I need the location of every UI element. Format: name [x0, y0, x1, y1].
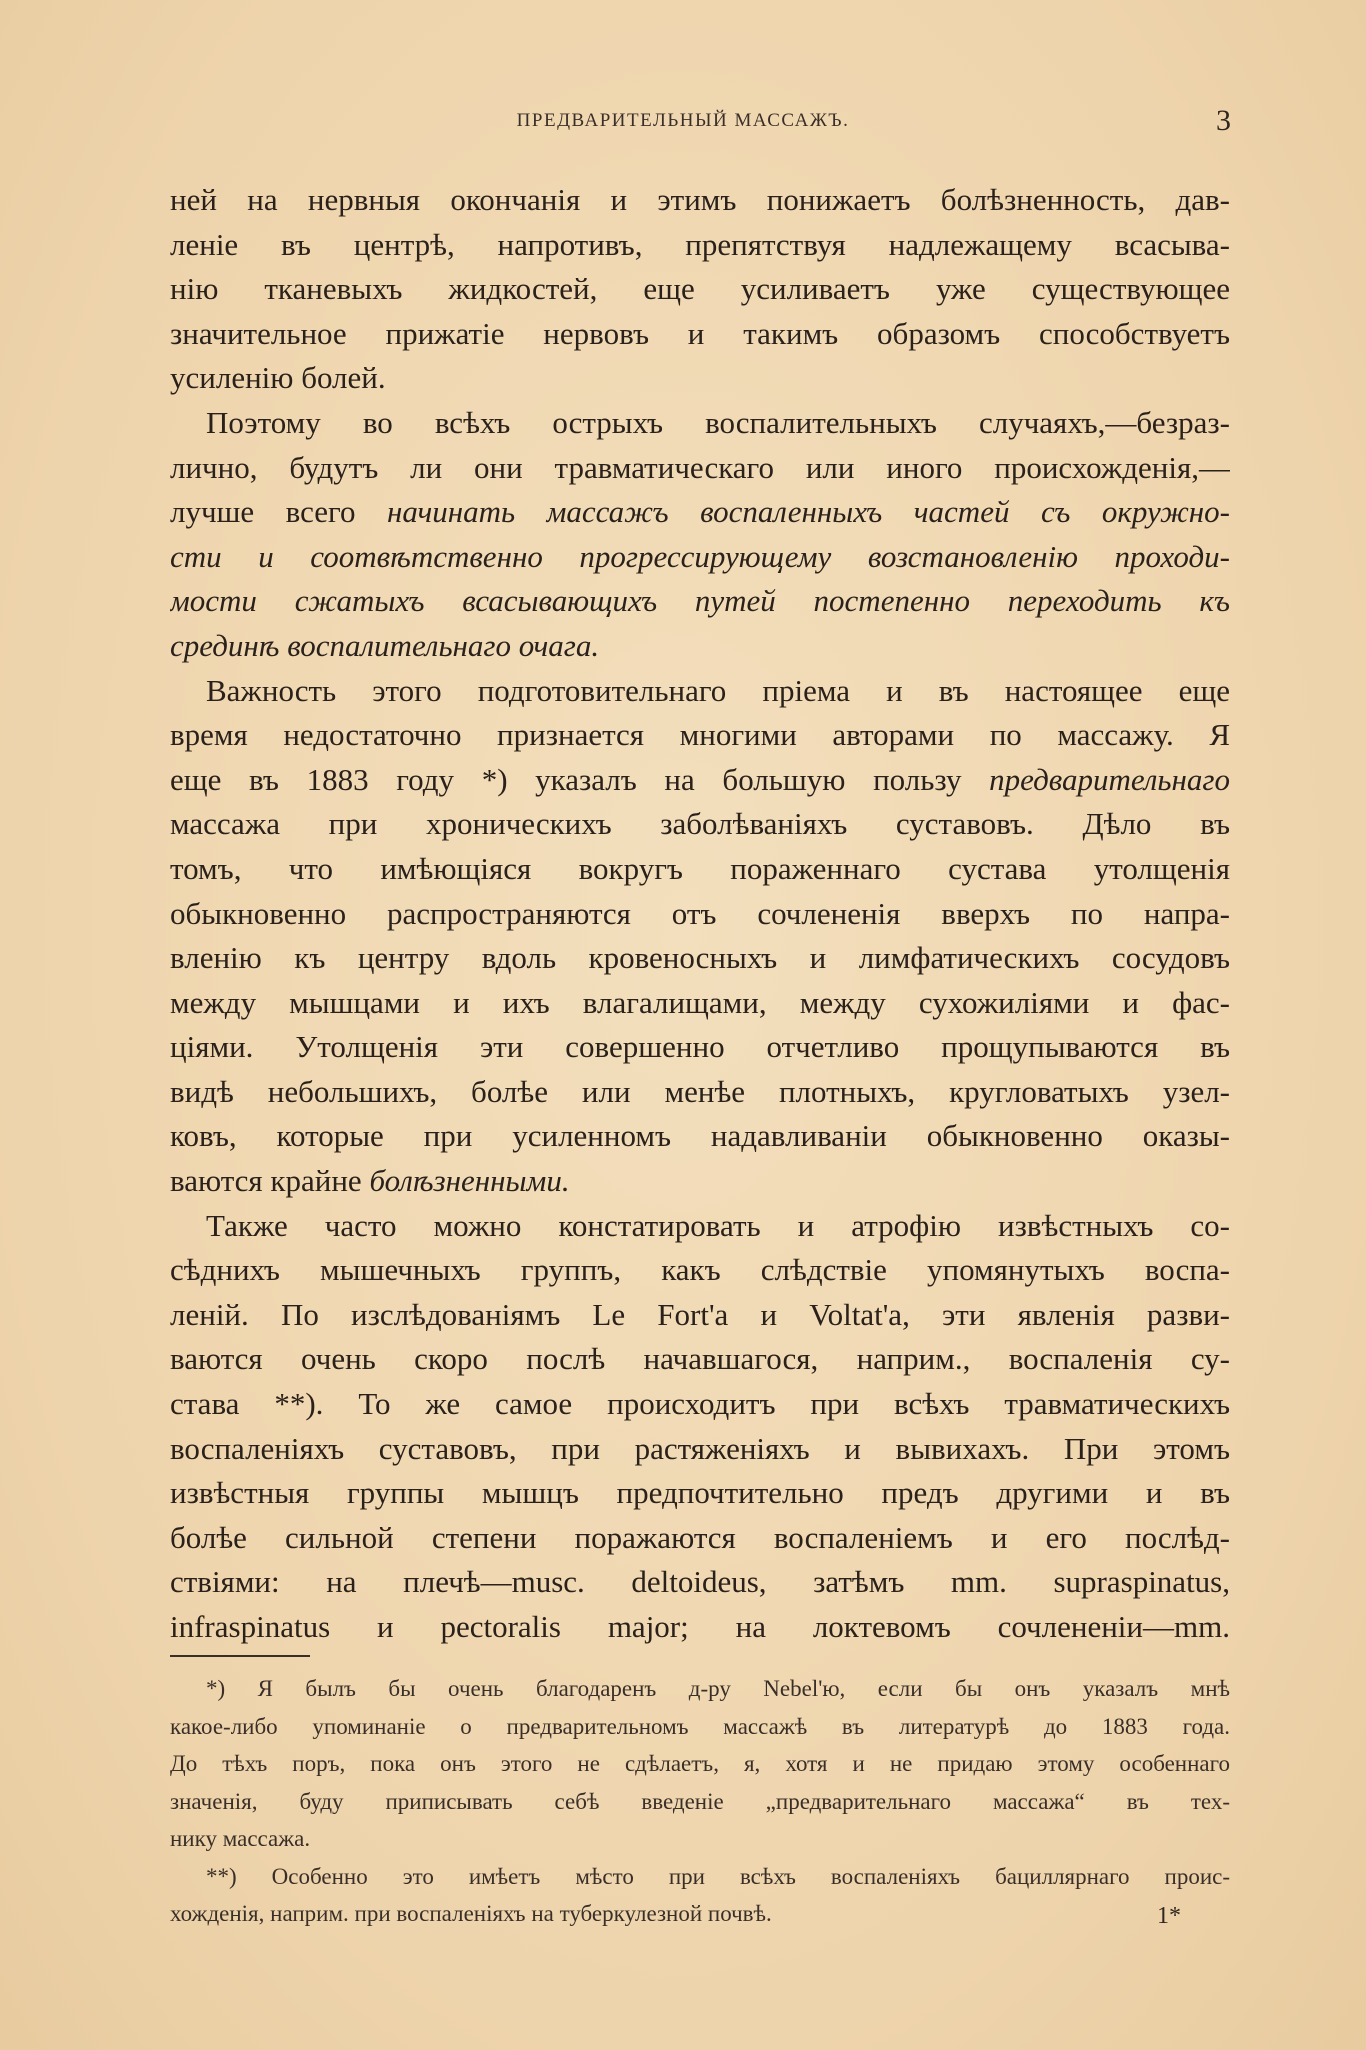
line-text: видѣ небольшихъ, болѣе или менѣе плотныхъ, кругловатыхъ узел- — [170, 1073, 1230, 1109]
line-text: Также часто можно констатировать и атрофію извѣстныхъ со- — [206, 1207, 1230, 1243]
line-text: усиленію болей. — [170, 360, 386, 396]
text-line — [170, 1159, 1230, 1204]
text-line — [170, 1070, 1230, 1115]
line-text: между мышцами и ихъ влагалищами, между сухожиліями и фас- — [170, 984, 1230, 1020]
line-text: лично, будутъ ли они травматическаго или иного происхожденія,— — [170, 449, 1230, 485]
emphasized-text: мости сжатыхъ всасывающихъ путей постепенно переходить къ — [170, 583, 1230, 619]
signature-mark: 1* — [1157, 1903, 1181, 1929]
footnote-line — [170, 1745, 1230, 1783]
line-text: значенія, буду приписывать себѣ введеніе „предварительнаго массажа“ въ тех- — [170, 1788, 1230, 1814]
body-text — [170, 178, 1230, 1650]
text-line — [170, 267, 1230, 312]
line-text: ціями. Утолщенія эти совершенно отчетливо прощупываются въ — [170, 1029, 1230, 1065]
line-text: леніе въ центрѣ, напротивъ, препятствуя надлежащему всасыва- — [170, 226, 1230, 262]
line-text: обыкновенно распространяются отъ сочлененія вверхъ по напра- — [170, 895, 1230, 931]
line-text: томъ, что имѣющіяся вокругъ пораженнаго сустава утолщенія — [170, 850, 1230, 886]
line-text: извѣстныя группы мышцъ предпочтительно предъ другими и въ — [170, 1475, 1230, 1511]
line-text: время недостаточно признается многими авторами по массажу. Я — [170, 717, 1230, 753]
text-line — [170, 223, 1230, 268]
footnote-line — [170, 1670, 1230, 1708]
line-text: infraspinatus и pectoralis major; на локтевомъ сочлененіи—mm. — [170, 1609, 1230, 1644]
emphasized-text: болѣзненными. — [369, 1163, 570, 1199]
text-line — [170, 1605, 1230, 1650]
text-line — [170, 1248, 1230, 1293]
text-line — [170, 490, 1230, 535]
text-line — [170, 401, 1230, 446]
text-line — [170, 1382, 1230, 1427]
line-text: Важность этого подготовительнаго пріема и въ настоящее еще — [206, 672, 1230, 708]
line-text: **) Особенно это имѣетъ мѣсто при всѣхъ воспаленіяхъ бациллярнаго проис- — [206, 1863, 1230, 1889]
text-line — [170, 847, 1230, 892]
text-line — [170, 1516, 1230, 1561]
text-line — [170, 1560, 1230, 1605]
text-line — [170, 356, 1230, 401]
text-line — [170, 981, 1230, 1026]
text-line — [170, 802, 1230, 847]
line-text: Поэтому во всѣхъ острыхъ воспалительныхъ случаяхъ,—безраз- — [206, 404, 1230, 440]
line-text: вленію къ центру вдоль кровеносныхъ и лимфатическихъ сосудовъ — [170, 940, 1230, 976]
line-text: воспаленіяхъ суставовъ, при растяженіяхъ и вывихахъ. При этомъ — [170, 1430, 1230, 1466]
text-line — [170, 1427, 1230, 1472]
footnote-line — [170, 1858, 1230, 1896]
footnote-line — [170, 1783, 1230, 1821]
text-line — [170, 579, 1230, 624]
line-text: лучше всего — [170, 494, 387, 530]
text-line — [170, 1204, 1230, 1249]
footnote-line — [170, 1708, 1230, 1746]
text-line — [170, 312, 1230, 357]
line-text: леній. По изслѣдованіямъ Le Fort'a и Voltat'a, эти явленія разви- — [170, 1296, 1230, 1332]
text-line — [170, 1471, 1230, 1516]
emphasized-text: сти и соотвѣтственно прогрессирующему возстановленію проходи- — [170, 538, 1230, 574]
text-line — [170, 758, 1230, 803]
text-line — [170, 624, 1230, 669]
footnote-line — [170, 1820, 1230, 1858]
text-line — [170, 669, 1230, 714]
emphasized-text: начинать массажъ воспаленныхъ частей съ окружно- — [386, 494, 1230, 530]
line-text: массажа при хроническихъ заболѣваніяхъ суставовъ. Дѣло въ — [170, 806, 1230, 842]
line-text: нику массажа. — [170, 1826, 311, 1851]
footnote-line — [170, 1895, 1230, 1933]
line-text: До тѣхъ поръ, пока онъ этого не сдѣлаетъ, я, хотя и не придаю этому особеннаго — [170, 1751, 1230, 1776]
text-line — [170, 936, 1230, 981]
footnotes — [170, 1670, 1230, 1933]
line-text: ствіями: на плечѣ—musc. deltoideus, затѣмъ mm. supraspinatus, — [170, 1564, 1230, 1600]
text-line — [170, 535, 1230, 580]
text-line — [170, 713, 1230, 758]
text-line — [170, 1114, 1230, 1159]
text-line — [170, 1025, 1230, 1070]
text-line — [170, 1293, 1230, 1338]
line-text: ваются крайне — [170, 1163, 370, 1199]
line-text: болѣе сильной степени поражаются воспаленіемъ и его послѣд- — [170, 1519, 1230, 1555]
line-text: *) Я былъ бы очень благодаренъ д-ру Nebel'ю, если бы онъ указалъ мнѣ — [206, 1676, 1230, 1701]
line-text: еще въ 1883 году *) указалъ на большую пользу — [170, 761, 990, 797]
text-line — [170, 892, 1230, 937]
line-text: сѣднихъ мышечныхъ группъ, какъ слѣдствіе упомянутыхъ воспа- — [170, 1252, 1230, 1288]
line-text: значительное прижатіе нервовъ и такимъ образомъ способствуетъ — [170, 315, 1230, 351]
running-head: ПРЕДВАРИТЕЛЬНЫЙ МАССАЖЪ. — [516, 110, 850, 131]
text-line — [170, 446, 1230, 491]
line-text: ковъ, которые при усиленномъ надавливаніи обыкновенно оказы- — [170, 1118, 1230, 1154]
line-text: става **). То же самое происходитъ при всѣхъ травматическихъ — [170, 1386, 1230, 1422]
emphasized-text: предварительнаго — [989, 761, 1230, 797]
text-line — [170, 1337, 1230, 1382]
emphasized-text: срединѣ воспалительнаго очага. — [170, 627, 600, 663]
line-text: ваются очень скоро послѣ начавшагося, наприм., воспаленія су- — [170, 1341, 1230, 1377]
page-number: 3 — [1216, 104, 1231, 137]
line-text: хожденія, наприм. при воспаленіяхъ на туберкулезной почвѣ. — [170, 1901, 772, 1926]
line-text: какое-либо упоминаніе о предварительномъ массажѣ въ литературѣ до 1883 года. — [170, 1713, 1230, 1739]
text-line — [170, 178, 1230, 223]
footnote-rule — [170, 1655, 310, 1657]
line-text: нію тканевыхъ жидкостей, еще усиливаетъ уже существующее — [170, 271, 1230, 307]
line-text: ней на нервныя окончанія и этимъ понижаетъ болѣзненность, дав- — [170, 182, 1230, 217]
